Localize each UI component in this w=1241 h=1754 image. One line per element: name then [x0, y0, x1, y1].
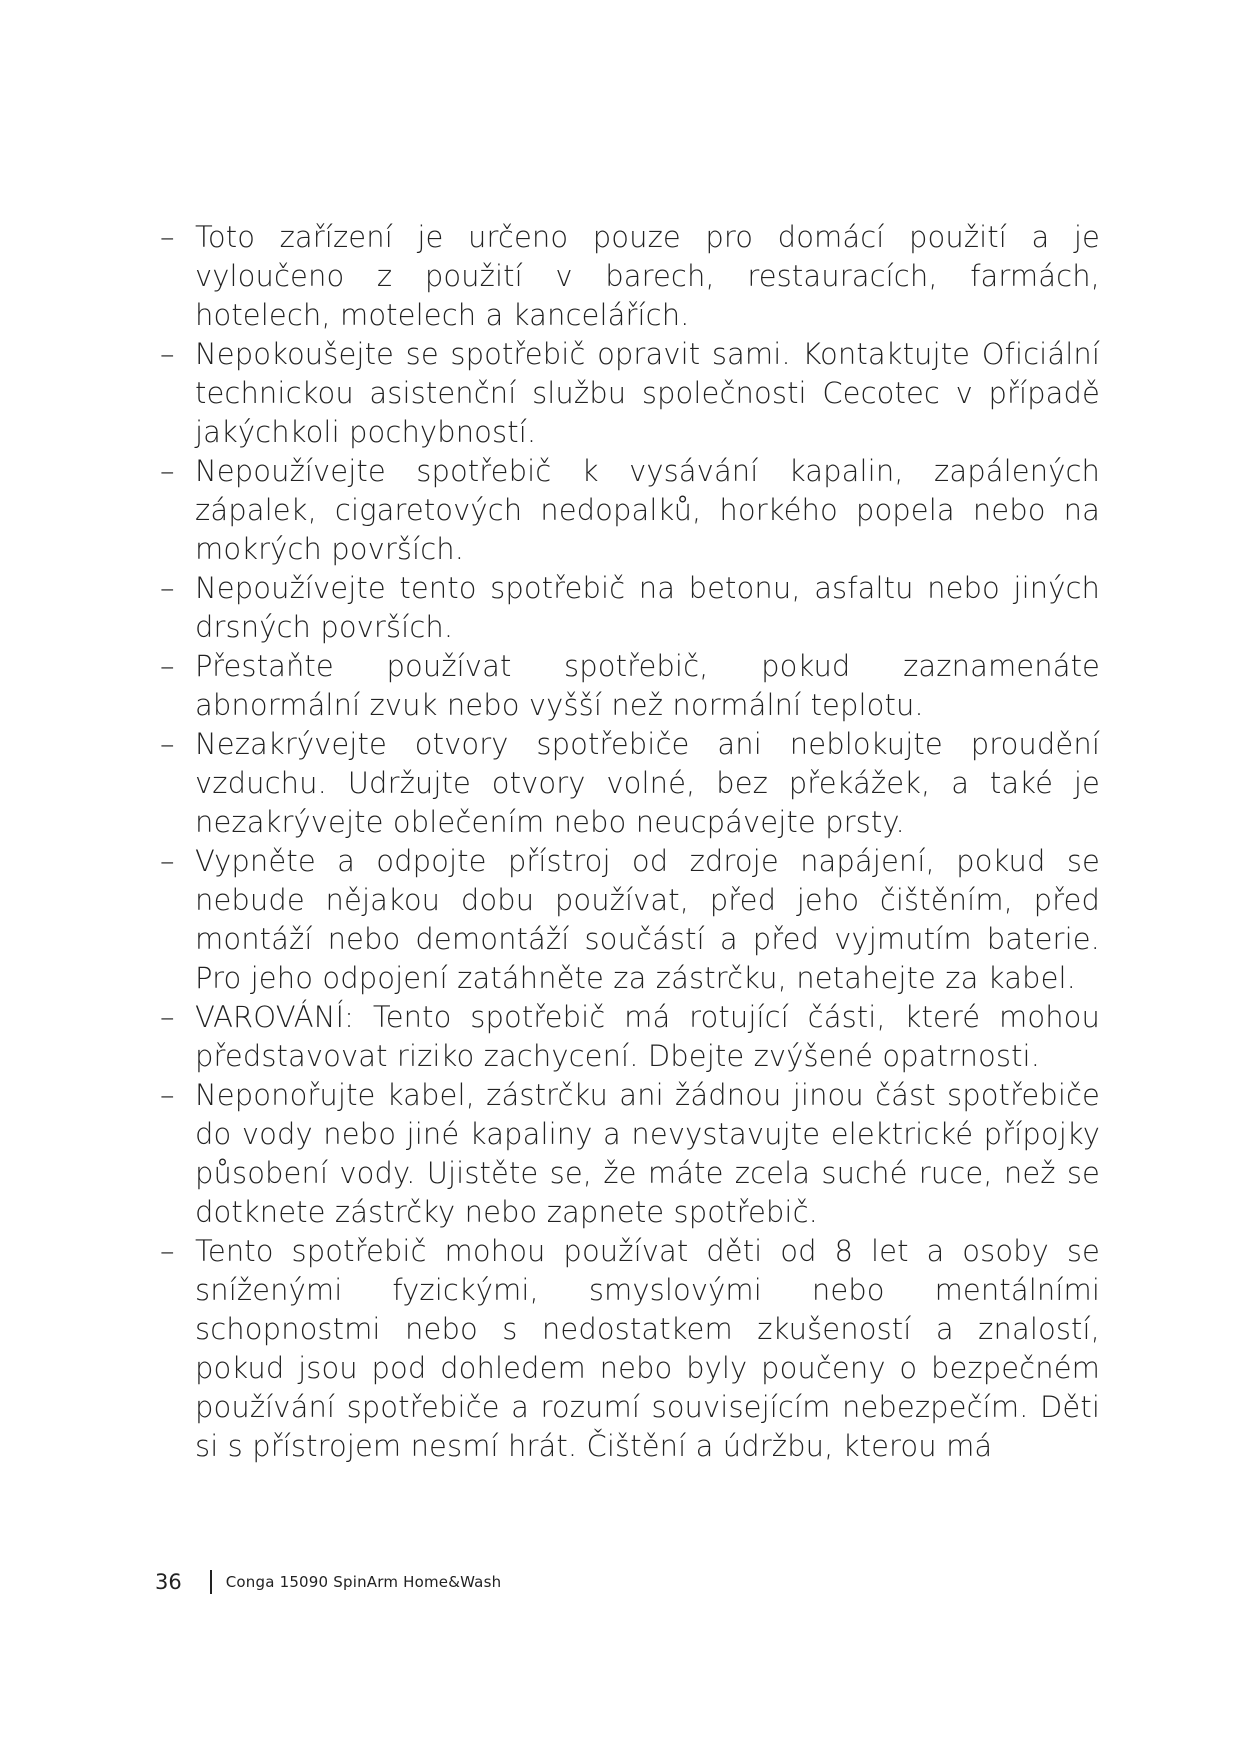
list-item-text: Nepoužívejte tento spotřebič na betonu, asfaltu nebo jiných drsných površích.: [195, 571, 1100, 644]
footer-product-name: Conga 15090 SpinArm Home&Wash: [225, 1573, 502, 1591]
list-item: [160, 842, 1100, 998]
list-item-text: Neponořujte kabel, zástrčku ani žádnou jinou část spotřebiče do vody nebo jiné kapaliny a nevystavujte elektrické přípojky působení vody. Ujistěte se, že máte zcela suché ruce, než se dotknete zástrčky nebo zapnete spotřebič.: [195, 1078, 1100, 1229]
list-item-text: Nezakrývejte otvory spotřebiče ani neblokujte proudění vzduchu. Udržujte otvory volné, bez překážek, a také je nezakrývejte oblečením nebo neucpávejte prsty.: [195, 727, 1100, 839]
list-item: [160, 569, 1100, 647]
list-dash: –: [160, 220, 175, 254]
list-item-text: VAROVÁNÍ: Tento spotřebič má rotující části, které mohou představovat riziko zachycení. Dbejte zvýšené opatrnosti.: [195, 1000, 1100, 1073]
page-footer: [155, 1568, 501, 1596]
page-number: 36: [155, 1570, 182, 1594]
safety-instructions-list: [160, 218, 1100, 1466]
list-item-text: Nepoužívejte spotřebič k vysávání kapalin, zapálených zápalek, cigaretových nedopalků, horkého popela nebo na mokrých površích.: [195, 454, 1100, 566]
list-item-text: Vypněte a odpojte přístroj od zdroje napájení, pokud se nebude nějakou dobu používat, před jeho čištěním, před montáží nebo demontáží součástí a před vyjmutím baterie. Pro jeho odpojení zatáhněte za zástrčku, netahejte za kabel.: [195, 844, 1100, 995]
list-item: [160, 725, 1100, 842]
list-dash: –: [160, 844, 175, 878]
list-item: [160, 1232, 1100, 1466]
list-dash: –: [160, 1234, 175, 1268]
list-item: [160, 647, 1100, 725]
list-item-text: Tento spotřebič mohou používat děti od 8 let a osoby se sníženými fyzickými, smyslovými nebo mentálními schopnostmi nebo s nedostatkem zkušeností a znalostí, pokud jsou pod dohledem nebo byly poučeny o bezpečném používání spotřebiče a rozumí souvisejícím nebezpečím. Děti si s přístrojem nesmí hrát. Čištění a údržbu, kterou má: [195, 1234, 1100, 1463]
list-item: [160, 335, 1100, 452]
list-dash: –: [160, 454, 175, 488]
page-bottom-margin: [0, 1477, 1241, 1754]
list-item: [160, 452, 1100, 569]
list-dash: –: [160, 649, 175, 683]
list-item-text: Toto zařízení je určeno pouze pro domácí použití a je vyloučeno z použití v barech, restauracích, farmách, hotelech, motelech a kancelářích.: [195, 220, 1100, 332]
list-item: [160, 218, 1100, 335]
list-dash: –: [160, 571, 175, 605]
footer-divider: [210, 1570, 212, 1594]
list-item-text: Nepokoušejte se spotřebič opravit sami. Kontaktujte Oficiální technickou asistenční službu společnosti Cecotec v případě jakýchkoli pochybností.: [195, 337, 1100, 449]
list-item: [160, 998, 1100, 1076]
list-dash: –: [160, 337, 175, 371]
list-dash: –: [160, 1000, 175, 1034]
list-item: [160, 1076, 1100, 1232]
list-item-text: Přestaňte používat spotřebič, pokud zaznamenáte abnormální zvuk nebo vyšší než normální teplotu.: [195, 649, 1100, 722]
list-dash: –: [160, 727, 175, 761]
list-dash: –: [160, 1078, 175, 1112]
